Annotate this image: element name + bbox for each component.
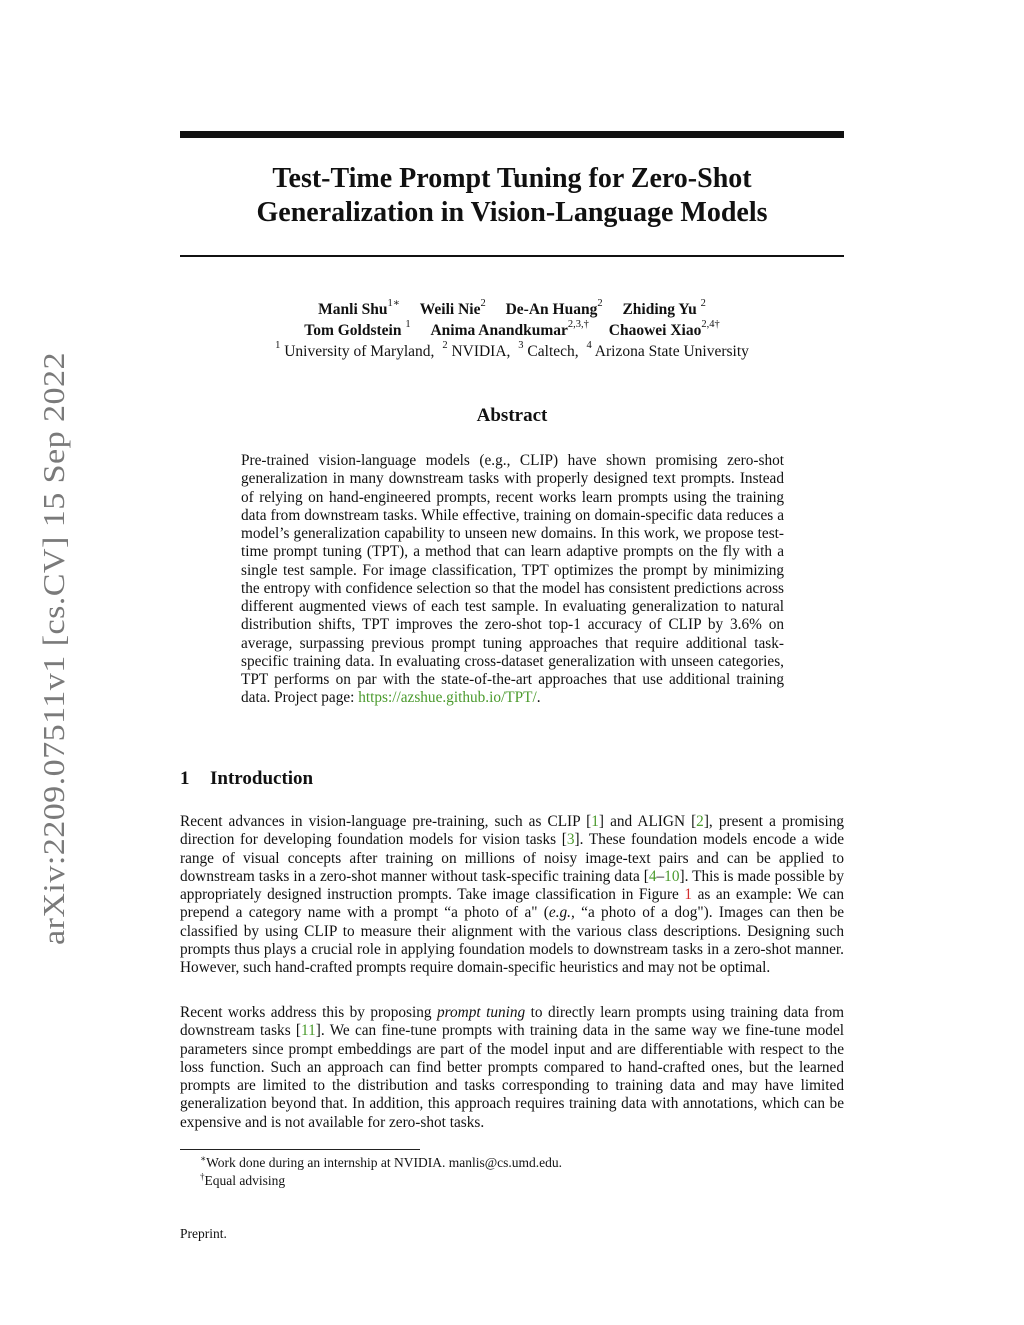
footnote-divider: [180, 1149, 420, 1150]
intro-paragraph-2: Recent works address this by proposing prompt tuning to directly learn prompts using training data from downstream tasks [11]. We can fine-tune prompts with training data in the same way we fine-tune model parameters since prompt embeddings are part of the model input and are differentiable with respect to the loss function. Such an approach can find better prompts compared to hand-crafted ones, but the learned prompts are limited to the distribution and tasks corresponding to training data and may have limited generalization beyond that. In addition, this approach requires training data with annotations, which can be expensive and is not available for zero-shot tasks.: [180, 1004, 844, 1131]
title-top-rule: [180, 131, 844, 138]
figure-reference-link[interactable]: 1: [684, 886, 693, 903]
arxiv-identifier-stamp: [22, 350, 72, 945]
author-name: Chaowei Xiao$^{2,4\dagger}$: [608, 318, 720, 339]
section-title: Introduction: [210, 768, 314, 789]
citation-link[interactable]: 4: [648, 867, 657, 885]
intro-paragraph-1: Recent advances in vision-language pre-training, such as CLIP [1] and ALIGN [2], present a promising direction for developing foundation models for vision tasks [3]. These foundation models encode a wide range of visual concepts after training on millions of noisy image-text pairs and can be applied to downstream tasks in a zero-shot manner without task-specific training data [4–10]. This is made possible by appropriately designed instruction prompts. Take image classification in Figure 1 as an example: We can prepend a category name with a prompt “a photo of a" (e.g., “a photo of a dog"). Images can then be classified by using CLIP to measure their alignment with the various class descriptions. Designing such prompts thus plays a crucial role in applying foundation models to downstream tasks in a zero-shot manner. However, such hand-crafted prompts require domain-specific heuristics and may not be optimal.: [180, 813, 845, 976]
citation-link[interactable]: 3: [566, 831, 575, 849]
citation-link[interactable]: 1: [591, 813, 599, 830]
emphasis-prompt-tuning: prompt tuning: [437, 1004, 526, 1021]
citation-link[interactable]: 2: [696, 813, 704, 830]
citation-link[interactable]: 10: [664, 867, 680, 885]
author-row-2: [180, 320, 844, 341]
paper-title: [180, 162, 844, 230]
author-name: De-An Huang$^2$: [505, 297, 603, 318]
author-name: Zhiding Yu $^2$: [622, 297, 706, 318]
affiliations: $^1$ University of Maryland, $^2$ NVIDIA, $^3$ Caltech, $^4$ Arizona State University: [275, 339, 749, 360]
abstract-heading: Abstract: [476, 405, 548, 426]
title-line-1: Test-Time Prompt Tuning for Zero-Shot: [272, 163, 752, 194]
preprint-footer: Preprint.: [180, 1226, 227, 1241]
author-row-1: [180, 299, 844, 320]
citation-link[interactable]: 11: [301, 1022, 316, 1040]
author-name: Tom Goldstein $^1$: [304, 318, 411, 339]
arxiv-identifier-text: arXiv:2209.07511v1 [cs.CV] 15 Sep 2022: [36, 405, 71, 945]
project-page-link[interactable]: https://azshue.github.io/TPT/: [358, 689, 537, 707]
author-name: Anima Anandkumar$^{2,3,\dagger}$: [430, 318, 589, 339]
abstract-body: Pre-trained vision-language models (e.g., CLIP) have shown promising zero-shot generalization in many downstream tasks with properly designed text prompts. Instead of relying on hand-engineered prompts, recent works learn prompts using the training data from downstream tasks. While effective, training on domain-specific data reduces a model’s generalization capability to unseen new domains. In this work, we propose test-time prompt tuning (TPT), a method that can learn adaptive prompts on the fly with a single test sample. For image classification, TPT optimizes the prompt by minimizing the entropy with confidence selection so that the model has consistent predictions across different augmented views of each test sample. In evaluating generalization to natural distribution shifts, TPT improves the zero-shot top-1 accuracy of CLIP by 3.6% on average, surpassing previous prompt tuning approaches that require additional task-specific training data. In evaluating cross-dataset generalization with unseen categories, TPT performs on par with the state-of-the-art approaches that use additional training data. Project page: https://azshue.github.io/TPT/.: [241, 452, 784, 707]
author-block: [180, 299, 844, 362]
title-line-2: Generalization in Vision-Language Models: [256, 197, 768, 228]
author-name: Manli Shu$^{1∗}$: [318, 297, 400, 318]
footnote-1: ∗Work done during an internship at NVIDIA. manlis@cs.umd.edu.: [200, 1153, 563, 1170]
title-bottom-rule: [180, 255, 844, 257]
author-name: Weili Nie$^2$: [419, 297, 486, 318]
section-heading-introduction: [180, 768, 313, 790]
footnote-2: †Equal advising: [200, 1171, 286, 1188]
section-number: 1: [180, 768, 190, 789]
